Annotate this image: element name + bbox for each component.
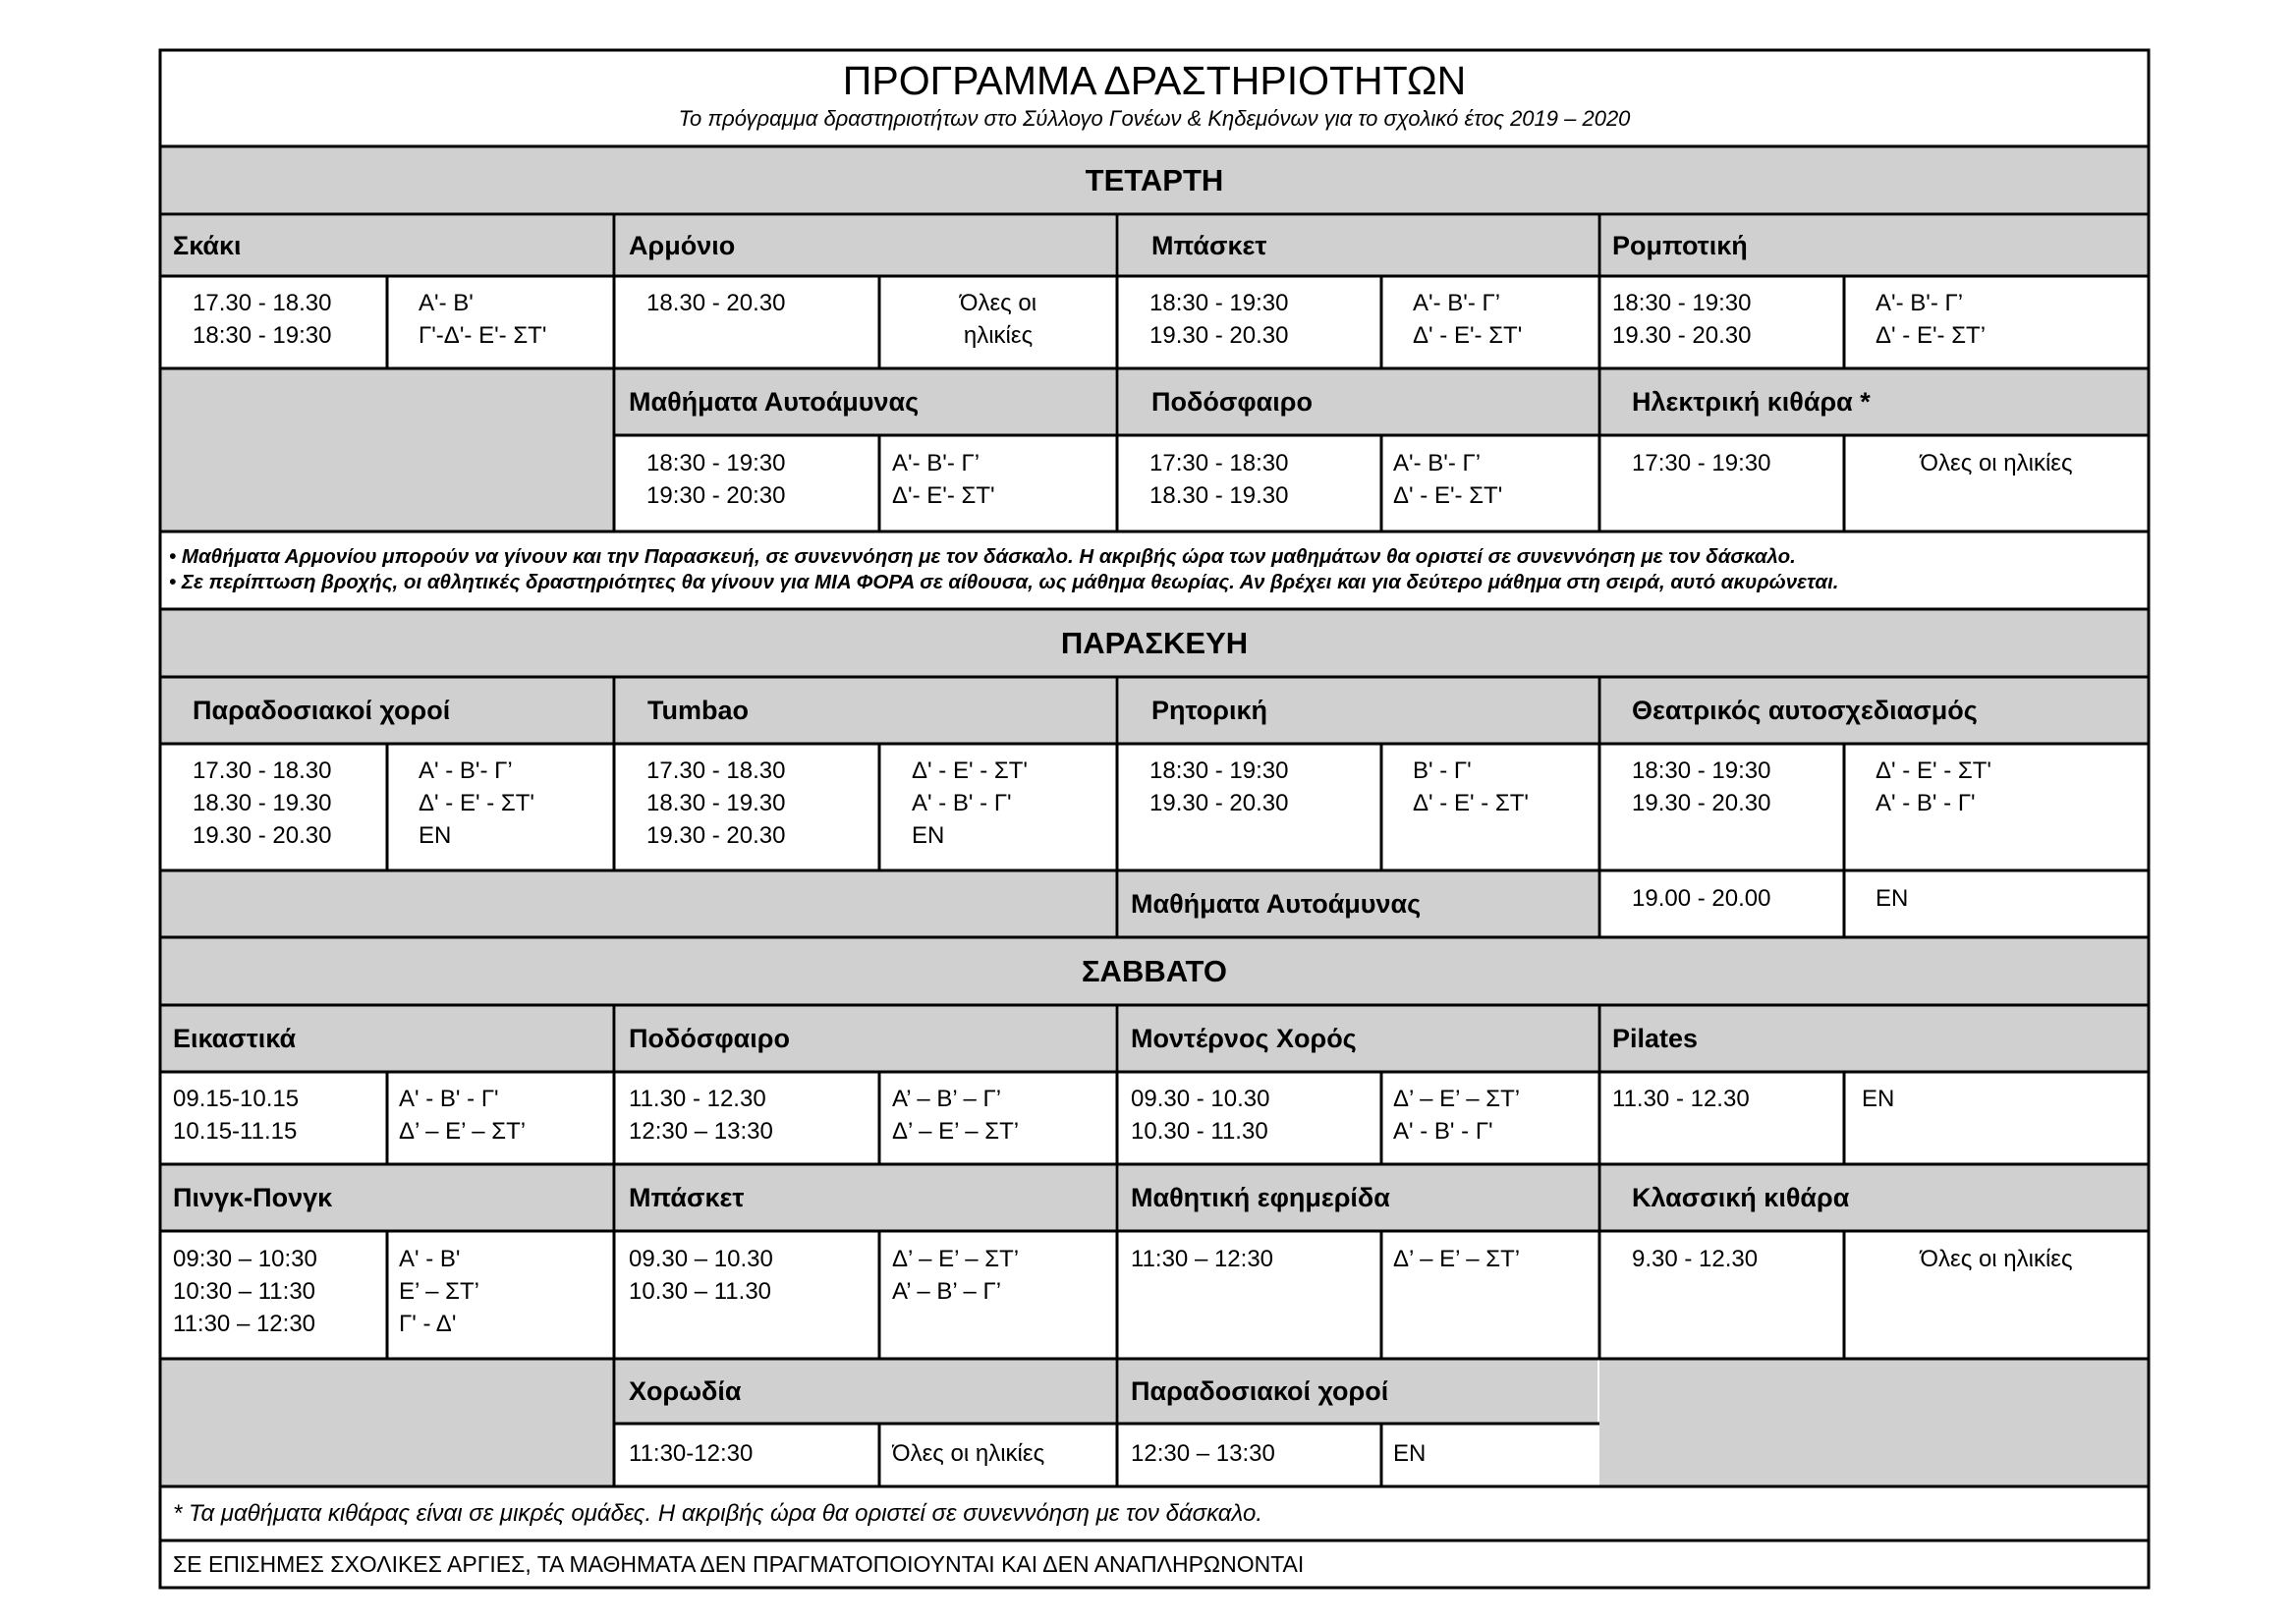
time-slot: 11:30 – 12:30	[1131, 1246, 1274, 1272]
grade-group: Δ' - Ε' - ΣΤ'	[912, 757, 1028, 784]
activity-groups	[1393, 1083, 1597, 1148]
guitar-note: * Τα μαθήματα κιθάρας είναι σε μικρές ομάδες. Η ακριβής ώρα θα οριστεί σε συνεννόηση με τον δάσκαλο.	[173, 1500, 1262, 1527]
activity-times	[629, 1243, 878, 1308]
time-slot: 18.30 - 20.30	[646, 290, 786, 316]
activity-times	[1632, 447, 1842, 479]
activity-times	[1632, 755, 1842, 819]
grade-group: Δ' - Ε'- ΣΤ’	[1876, 322, 1987, 349]
time-slot: 18:30 - 19:30	[646, 450, 786, 476]
activity-groups	[892, 1083, 1114, 1148]
grade-group: ΕΝ	[912, 822, 945, 849]
time-slot: 09.30 – 10.30	[629, 1246, 773, 1272]
grade-group: Α' - Β' - Γ'	[912, 790, 1012, 816]
grade-group: Δ' - Ε' - ΣΤ'	[419, 790, 534, 816]
time-slot: 12:30 – 13:30	[629, 1118, 773, 1145]
activity-name: Μαθήματα Αυτοάμυνας	[629, 386, 920, 417]
note-line: • Σε περίπτωση βροχής, οι αθλητικές δραστηριότητες θα γίνουν για ΜΙΑ ΦΟΡΑ σε αίθουσα, ως μάθημα θεωρίας. Αν βρέχει και για δεύτερο μάθημα στη σειρά, αυτό ακυρώνεται.	[169, 571, 1839, 593]
activity-name: Μπάσκετ	[629, 1182, 745, 1212]
activity-groups	[892, 1437, 1114, 1470]
activity-times	[629, 1083, 878, 1148]
grade-group: ΕΝ	[419, 822, 452, 849]
grade-group: Α’ – Β’ – Γ’	[892, 1278, 1002, 1305]
time-slot: 09.30 - 10.30	[1131, 1086, 1270, 1112]
wednesday-notes	[169, 544, 2144, 595]
activity-name: Αρμόνιο	[629, 230, 736, 260]
grade-group: Δ'- Ε'- ΣΤ'	[892, 482, 995, 509]
activity-groups	[419, 287, 611, 352]
activity-times	[646, 755, 878, 852]
activity-groups	[912, 755, 1114, 852]
time-slot: 19.30 - 20.30	[1612, 322, 1752, 349]
page-title: ΠΡΟΓΡΑΜΜΑ ΔΡΑΣΤΗΡΙΟΤΗΤΩΝ	[842, 59, 1467, 103]
time-slot: 18:30 - 19:30	[1632, 757, 1771, 784]
activity-groups	[1393, 1243, 1597, 1275]
activity-times	[1612, 1083, 1842, 1115]
grade-group: Α'- Β'- Γ’	[1876, 290, 1964, 316]
activity-name: Παραδοσιακοί χοροί	[193, 695, 451, 725]
time-slot: 10.30 - 11.30	[1131, 1118, 1268, 1145]
activity-name: Μαθητική εφημερίδα	[1131, 1182, 1390, 1212]
day-header-wednesday: ΤΕΤΑΡΤΗ	[1085, 162, 1224, 197]
time-slot: 19.30 - 20.30	[1632, 790, 1771, 816]
grade-group: Α'- Β'- Γ’	[892, 450, 980, 476]
grade-group: Δ’ – Ε’ – ΣΤ’	[892, 1118, 1020, 1145]
page-subtitle: Το πρόγραμμα δραστηριοτήτων στο Σύλλογο Γονέων & Κηδεμόνων για το σχολικό έτος 2019 – 2020	[678, 106, 1631, 131]
time-slot: 18:30 - 19:30	[1612, 290, 1752, 316]
time-slot: 11:30 – 12:30	[173, 1311, 316, 1337]
time-slot: 17:30 - 18:30	[1149, 450, 1289, 476]
grade-group: Α' - Β'	[399, 1246, 461, 1272]
activity-groups	[1876, 882, 2147, 915]
grade-group: Α' - Β' - Γ'	[1393, 1118, 1493, 1145]
grade-group: ηλικίες	[963, 322, 1034, 349]
grade-group: Δ’ – Ε’ – ΣΤ’	[892, 1246, 1020, 1272]
time-slot: 18.30 - 19.30	[646, 790, 786, 816]
grade-group: Α'- Β'	[419, 290, 474, 316]
activity-times	[1632, 1243, 1842, 1275]
grade-group: ΕΝ	[1876, 885, 1909, 912]
time-slot: 19.30 - 20.30	[193, 822, 332, 849]
grade-group: Β' - Γ'	[1413, 757, 1472, 784]
grade-group: Α'- Β'- Γ’	[1393, 450, 1482, 476]
time-slot: 18.30 - 19.30	[193, 790, 332, 816]
time-slot: 9.30 - 12.30	[1632, 1246, 1759, 1272]
activity-times	[1131, 1437, 1379, 1470]
activity-groups	[892, 1243, 1114, 1308]
grade-group: Α' - Β'- Γ’	[419, 757, 513, 784]
time-slot: 18:30 - 19:30	[1149, 290, 1289, 316]
activity-name: Ρητορική	[1151, 695, 1268, 725]
grade-group: Ε’ – ΣΤ’	[399, 1278, 479, 1305]
grade-group: Γ'-Δ'- Ε'- ΣΤ'	[419, 322, 547, 349]
grade-group: Δ' - Ε' - ΣΤ'	[1876, 757, 1991, 784]
holidays-note: ΣΕ ΕΠΙΣΗΜΕΣ ΣΧΟΛΙΚΕΣ ΑΡΓΙΕΣ, ΤΑ ΜΑΘΗΜΑΤΑ ΔΕΝ ΠΡΑΓΜΑΤΟΠΟΙΟΥΝΤΑΙ ΚΑΙ ΔΕΝ ΑΝΑΠΛΗΡΩΝΟΝΤΑΙ	[173, 1551, 1305, 1577]
activity-name: Ρομποτική	[1612, 230, 1748, 260]
time-slot: 17:30 - 19:30	[1632, 450, 1771, 476]
activity-name: Σκάκι	[173, 230, 242, 260]
activity-times	[1612, 287, 1842, 352]
activity-name: Ποδόσφαιρο	[629, 1023, 790, 1053]
activity-name: Χορωδία	[629, 1375, 742, 1406]
time-slot: 19.00 - 20.00	[1632, 885, 1771, 912]
grade-group: ΕΝ	[1862, 1086, 1895, 1112]
activity-groups	[881, 287, 1115, 352]
grade-group: ΕΝ	[1393, 1440, 1427, 1467]
time-slot: 17.30 - 18.30	[193, 290, 332, 316]
grade-group: Δ’ – Ε’ – ΣΤ’	[1393, 1086, 1521, 1112]
activity-times	[1131, 1083, 1379, 1148]
time-slot: 09.15-10.15	[173, 1086, 300, 1112]
time-slot: 17.30 - 18.30	[193, 757, 332, 784]
grade-group: Όλες οι ηλικίες	[892, 1440, 1045, 1467]
activity-groups	[1876, 755, 2147, 819]
time-slot: 18:30 - 19:30	[193, 322, 332, 349]
time-slot: 11:30-12:30	[629, 1440, 754, 1467]
activity-groups	[1846, 447, 2147, 479]
activity-groups	[399, 1083, 611, 1148]
time-slot: 09:30 – 10:30	[173, 1246, 317, 1272]
activity-name: Εικαστικά	[173, 1023, 297, 1053]
grade-group: Α’ – Β’ – Γ’	[892, 1086, 1002, 1112]
activity-name: Tumbao	[647, 695, 749, 725]
time-slot: 18.30 - 19.30	[1149, 482, 1289, 509]
activity-times	[1632, 882, 1842, 915]
activity-times	[193, 755, 385, 852]
grade-group: Α' - Β' - Γ'	[1876, 790, 1976, 816]
grade-group: Όλες οι	[959, 290, 1037, 316]
time-slot: 17.30 - 18.30	[646, 757, 786, 784]
activity-times	[1149, 287, 1379, 352]
time-slot: 10.15-11.15	[173, 1118, 298, 1145]
day-header-saturday: ΣΑΒΒΑΤΟ	[1081, 953, 1228, 988]
activity-name: Ποδόσφαιρο	[1151, 386, 1313, 417]
activity-name: Ηλεκτρική κιθάρα *	[1632, 386, 1871, 417]
activity-times	[629, 1437, 878, 1470]
activity-times	[646, 447, 878, 512]
day-header-friday: ΠΑΡΑΣΚΕΥΗ	[1060, 625, 1249, 660]
activity-groups	[892, 447, 1114, 512]
activity-name: Pilates	[1612, 1023, 1699, 1053]
activity-times	[646, 287, 878, 319]
activity-groups	[1846, 1243, 2147, 1275]
activity-times	[1149, 447, 1379, 512]
time-slot: 10:30 – 11:30	[173, 1278, 316, 1305]
activity-times	[193, 287, 385, 352]
activity-groups	[419, 755, 611, 852]
activity-groups	[1413, 755, 1597, 819]
activity-times	[1131, 1243, 1379, 1275]
activity-name: Κλασσική κιθάρα	[1632, 1182, 1850, 1212]
activity-times	[1149, 755, 1379, 819]
activity-name: Πινγκ-Πονγκ	[173, 1182, 333, 1212]
time-slot: 19.30 - 20.30	[1149, 790, 1289, 816]
activity-name: Μοντέρνος Χορός	[1131, 1023, 1357, 1053]
activity-groups	[1393, 1437, 1597, 1470]
activity-times	[173, 1243, 385, 1340]
activity-name: Μπάσκετ	[1151, 230, 1267, 260]
time-slot: 10.30 – 11.30	[629, 1278, 772, 1305]
activity-groups	[1393, 447, 1597, 512]
note-line: • Μαθήματα Αρμονίου μπορούν να γίνουν και την Παρασκευή, σε συνεννόηση με τον δάσκαλο. Η ακριβής ώρα των μαθημάτων θα οριστεί σε συνεννόηση με τον δάσκαλο.	[169, 545, 1796, 568]
time-slot: 11.30 - 12.30	[1612, 1086, 1750, 1112]
time-slot: 19:30 - 20:30	[646, 482, 786, 509]
time-slot: 11.30 - 12.30	[629, 1086, 766, 1112]
grade-group: Δ' - Ε' - ΣΤ'	[1413, 790, 1529, 816]
time-slot: 19.30 - 20.30	[1149, 322, 1289, 349]
grade-group: Γ' - Δ'	[399, 1311, 457, 1337]
grade-group: Δ' - Ε'- ΣΤ'	[1393, 482, 1503, 509]
activity-groups	[1413, 287, 1597, 352]
activity-groups	[1876, 287, 2147, 352]
activity-times	[173, 1083, 385, 1148]
time-slot: 12:30 – 13:30	[1131, 1440, 1275, 1467]
activity-name: Μαθήματα Αυτοάμυνας	[1131, 888, 1422, 919]
time-slot: 18:30 - 19:30	[1149, 757, 1289, 784]
activity-groups	[399, 1243, 611, 1340]
activity-groups	[1862, 1083, 2147, 1115]
grade-group: Δ' - Ε'- ΣΤ'	[1413, 322, 1523, 349]
grade-group: Α'- Β'- Γ’	[1413, 290, 1501, 316]
grade-group: Όλες οι ηλικίες	[1920, 1246, 2073, 1272]
grade-group: Όλες οι ηλικίες	[1920, 450, 2073, 476]
grade-group: Α' - Β' - Γ'	[399, 1086, 499, 1112]
activity-name: Θεατρικός αυτοσχεδιασμός	[1632, 695, 1978, 725]
grade-group: Δ’ – Ε’ – ΣΤ’	[399, 1118, 527, 1145]
grade-group: Δ’ – Ε’ – ΣΤ’	[1393, 1246, 1521, 1272]
activity-name: Παραδοσιακοί χοροί	[1131, 1375, 1389, 1406]
time-slot: 19.30 - 20.30	[646, 822, 786, 849]
